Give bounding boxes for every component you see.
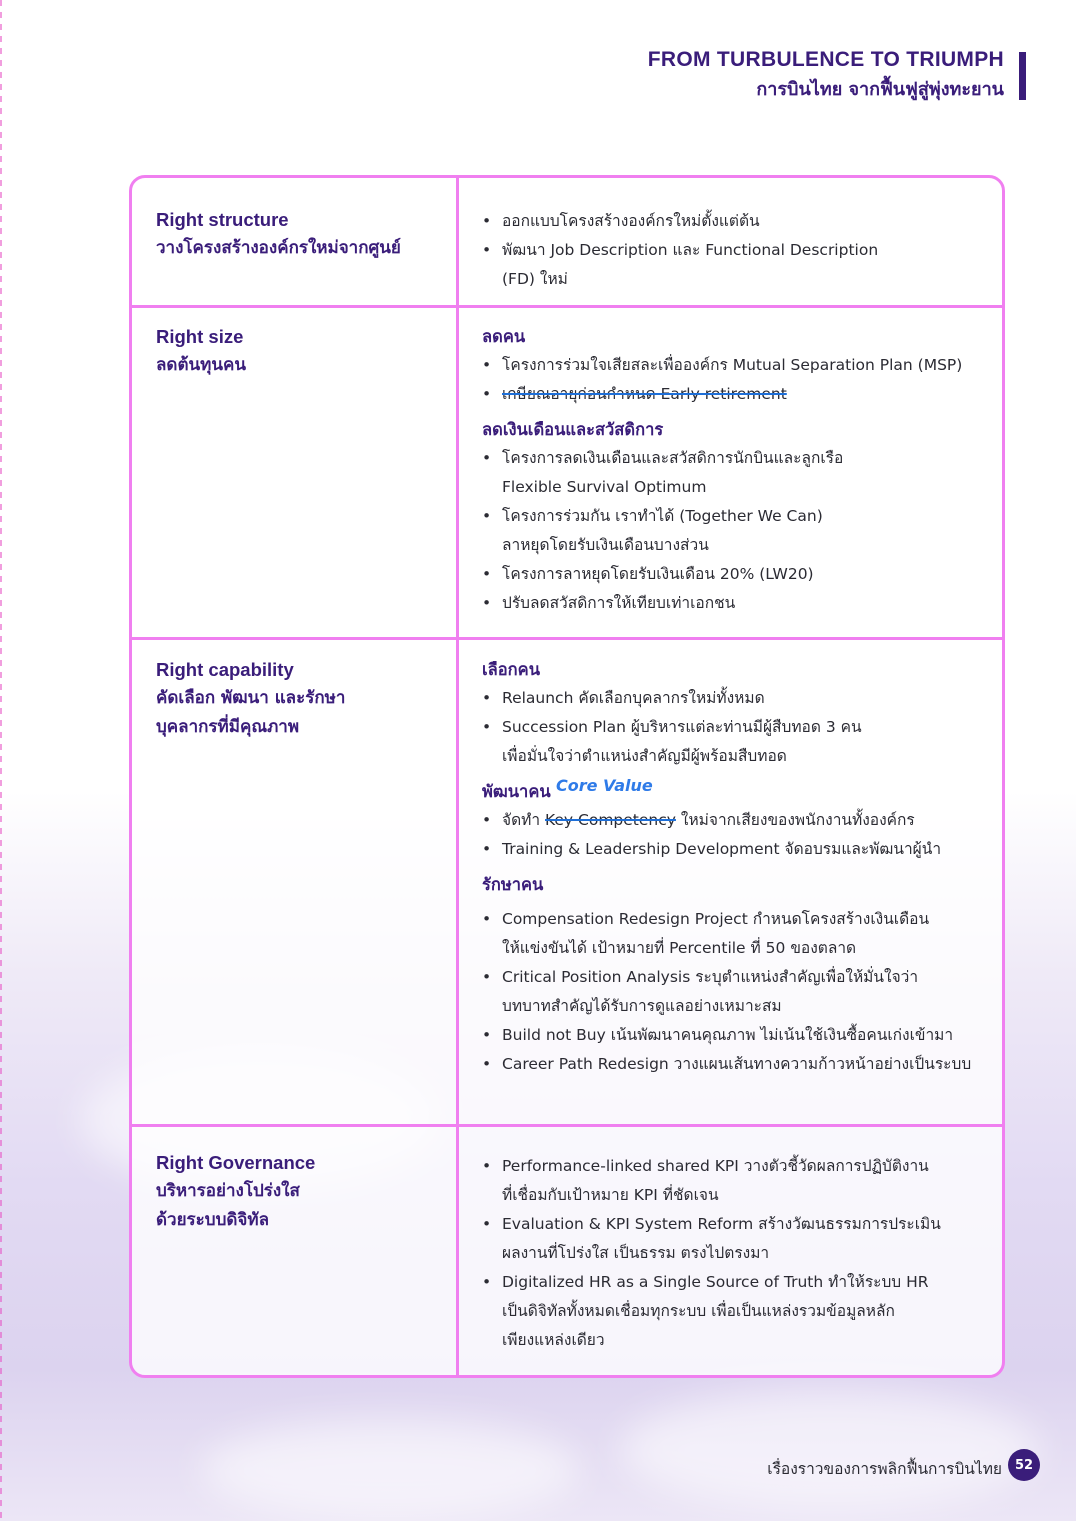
- row-title-en: Right structure: [156, 209, 289, 230]
- list-item-continuation: (FD) ใหม่: [502, 270, 568, 288]
- list-item-continuation: ผลงานที่โปร่งใส เป็นธรรม ตรงไปตรงมา: [502, 1244, 770, 1262]
- list-item: • Evaluation & KPI System Reform สร้างวัฒนธรรมการประเมิน: [482, 1210, 992, 1239]
- list-item-continuation: เพียงแหล่งเดียว: [502, 1331, 605, 1349]
- list-item: • จัดทำ Key Competency ใหม่จากเสียงของพนักงานทั้งองค์กร: [482, 806, 992, 835]
- header-title-th: การบินไทย จากฟื้นฟูสู่พุ่งทะยาน: [756, 79, 1004, 100]
- list-item: • ปรับลดสวัสดิการให้เทียบเท่าเอกชน: [482, 589, 992, 618]
- column-divider: [456, 640, 459, 1124]
- list-item: • Training & Leadership Development จัดอบรมและพัฒนาผู้นำ: [482, 835, 992, 864]
- row-title-th: ด้วยระบบดิจิทัล: [156, 1210, 270, 1230]
- row-title-en: Right size: [156, 326, 244, 347]
- row-title-en: Right Governance: [156, 1152, 316, 1173]
- list-item-continuation: ลาหยุดโดยรับเงินเดือนบางส่วน: [502, 536, 709, 554]
- table-row-right-governance: [132, 1124, 1002, 1378]
- row-title-th: ลดต้นทุนคน: [156, 355, 246, 375]
- cloud-decoration: [200, 1420, 580, 1520]
- list-item: • Compensation Redesign Project กำหนดโครงสร้างเงินเดือน: [482, 905, 992, 934]
- list-item: • Critical Position Analysis ระบุตำแหน่งสำคัญเพื่อให้มั่นใจว่า: [482, 963, 992, 992]
- list-item: • โครงการลดเงินเดือนและสวัสดิการนักบินและลูกเรือ: [482, 444, 992, 473]
- list-item-continuation: บทบาทสำคัญได้รับการดูแลอย่างเหมาะสม: [502, 997, 782, 1015]
- footer-text: เรื่องราวของการพลิกฟื้นการบินไทย: [767, 1460, 1002, 1478]
- list-item: • Career Path Redesign วางแผนเส้นทางความก้าวหน้าอย่างเป็นระบบ: [482, 1050, 992, 1079]
- row-title-th: วางโครงสร้างองค์กรใหม่จากศูนย์: [156, 238, 401, 258]
- page-cut-line: [0, 0, 2, 1521]
- column-divider: [456, 1127, 459, 1378]
- cloud-decoration: [620, 1390, 1040, 1510]
- header-accent-bar: [1019, 52, 1026, 100]
- group-title: รักษาคน: [482, 875, 544, 894]
- list-item: • โครงการร่วมใจเสียสละเพื่อองค์กร Mutual Separation Plan (MSP): [482, 351, 992, 380]
- column-divider: [456, 308, 459, 637]
- table-row-right-structure: [132, 178, 1002, 305]
- list-item: • Succession Plan ผู้บริหารแต่ละท่านมีผู้สืบทอด 3 คน: [482, 713, 992, 742]
- list-item-continuation: ที่เชื่อมกับเป้าหมาย KPI ที่ชัดเจน: [502, 1186, 719, 1204]
- strategy-table: [129, 175, 1005, 1378]
- page-number-badge: 52: [1008, 1449, 1040, 1481]
- row-title-en: Right capability: [156, 659, 294, 680]
- column-divider: [456, 178, 459, 305]
- group-title: พัฒนาคน: [482, 782, 551, 801]
- list-item-continuation: ให้แข่งขันได้ เป้าหมายที่ Percentile ที่ 50 ของตลาด: [502, 939, 857, 957]
- list-item: • โครงการลาหยุดโดยรับเงินเดือน 20% (LW20): [482, 560, 992, 589]
- list-item-continuation: เพื่อมั่นใจว่าตำแหน่งสำคัญมีผู้พร้อมสืบทอด: [502, 747, 787, 765]
- table-row-right-capability: [132, 637, 1002, 1124]
- struck-text: Key Competency: [545, 811, 676, 829]
- list-item: • Digitalized HR as a Single Source of Truth ทำให้ระบบ HR: [482, 1268, 992, 1297]
- list-item: • Build not Buy เน้นพัฒนาคนคุณภาพ ไม่เน้นใช้เงินซื้อคนเก่งเข้ามา: [482, 1021, 992, 1050]
- row-title-th: บุคลากรที่มีคุณภาพ: [156, 717, 300, 737]
- list-item: • Relaunch คัดเลือกบุคลากรใหม่ทั้งหมด: [482, 684, 992, 713]
- list-item: • ออกแบบโครงสร้างองค์กรใหม่ตั้งแต่ต้น: [482, 207, 992, 236]
- list-item: • โครงการร่วมกัน เราทำได้ (Together We Can): [482, 502, 992, 531]
- header-title-en: FROM TURBULENCE TO TRIUMPH: [647, 48, 1004, 71]
- row-title-th: คัดเลือก พัฒนา และรักษา: [156, 688, 346, 708]
- list-item-continuation: เป็นดิจิทัลทั้งหมดเชื่อมทุกระบบ เพื่อเป็นแหล่งรวมข้อมูลหลัก: [502, 1302, 895, 1320]
- row-title-th: บริหารอย่างโปร่งใส: [156, 1181, 300, 1201]
- table-row-right-size: [132, 305, 1002, 637]
- list-item-struck: • เกษียณอายุก่อนกำหนด Early retirement: [482, 380, 992, 409]
- list-item-continuation: Flexible Survival Optimum: [502, 478, 707, 496]
- list-item: • พัฒนา Job Description และ Functional Description: [482, 236, 992, 265]
- group-title: ลดคน: [482, 327, 526, 346]
- list-item: • Performance-linked shared KPI วางตัวชี้วัดผลการปฏิบัติงาน: [482, 1152, 992, 1181]
- page-header: [648, 48, 1004, 103]
- handwritten-note: Core Value: [556, 776, 653, 795]
- group-title: ลดเงินเดือนและสวัสดิการ: [482, 420, 664, 439]
- group-title: เลือกคน: [482, 660, 540, 679]
